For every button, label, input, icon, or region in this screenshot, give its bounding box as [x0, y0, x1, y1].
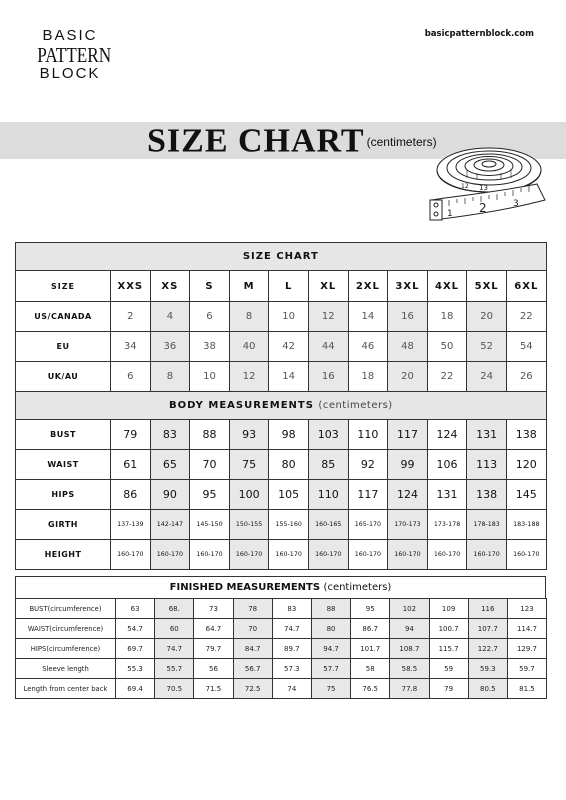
table-cell: 58: [351, 659, 390, 679]
table-cell: 80.5: [468, 679, 507, 699]
finished-row-sleeve: [16, 659, 547, 679]
table-cell: 70.5: [155, 679, 194, 699]
table-cell: 77.8: [390, 679, 429, 699]
table-cell: 113: [467, 450, 507, 480]
table-cell: 124: [388, 480, 428, 510]
size-cell: 3XL: [388, 271, 428, 302]
table-cell: 170-173: [388, 510, 428, 540]
table-cell: 145: [506, 480, 546, 510]
table-cell: 18: [427, 302, 467, 332]
finished-row-hips: [16, 639, 547, 659]
row-label: BUST: [16, 420, 111, 450]
table-cell: 55.3: [116, 659, 155, 679]
table-cell: 57.3: [272, 659, 311, 679]
conversion-row-eu: [16, 332, 547, 362]
size-chart-header-row: [16, 243, 547, 271]
table-cell: 72.5: [233, 679, 272, 699]
table-cell: 155-160: [269, 510, 309, 540]
table-cell: 20: [467, 302, 507, 332]
size-cell: 6XL: [506, 271, 546, 302]
table-cell: 36: [150, 332, 190, 362]
table-cell: 123: [507, 599, 546, 619]
table-cell: 100.7: [429, 619, 468, 639]
body-measurements-header: [16, 392, 547, 420]
svg-text:13: 13: [479, 184, 488, 192]
table-cell: 74.7: [155, 639, 194, 659]
svg-text:1: 1: [447, 209, 453, 219]
brand-logo: [30, 28, 110, 82]
finished-measurements-title: FINISHED MEASUREMENTS: [169, 582, 321, 593]
table-cell: 110: [348, 420, 388, 450]
table-cell: 16: [308, 362, 348, 392]
table-cell: 71.5: [194, 679, 233, 699]
table-cell: 79: [111, 420, 151, 450]
row-label: EU: [16, 332, 111, 362]
table-cell: 173-178: [427, 510, 467, 540]
table-cell: 74: [272, 679, 311, 699]
body-measurements-title: BODY MEASUREMENTS: [168, 400, 314, 411]
finished-row-length: [16, 679, 547, 699]
table-cell: 59: [429, 659, 468, 679]
table-cell: 138: [467, 480, 507, 510]
table-cell: 58.5: [390, 659, 429, 679]
body-row-girth: [16, 510, 547, 540]
table-cell: 4: [150, 302, 190, 332]
table-cell: 57.7: [311, 659, 350, 679]
table-cell: 83: [272, 599, 311, 619]
table-cell: 114.7: [507, 619, 546, 639]
finished-row-waist: [16, 619, 547, 639]
row-label: WAIST: [16, 450, 111, 480]
table-cell: 8: [229, 302, 269, 332]
table-cell: 22: [427, 362, 467, 392]
logo-line-pattern: PATTERN: [37, 43, 112, 67]
table-cell: 109: [429, 599, 468, 619]
table-cell: 14: [269, 362, 309, 392]
size-cell: 4XL: [427, 271, 467, 302]
logo-line-block: BLOCK: [39, 65, 101, 82]
table-cell: 93: [229, 420, 269, 450]
body-row-hips: [16, 480, 547, 510]
conversion-row-uk-au: [16, 362, 547, 392]
table-cell: 101.7: [351, 639, 390, 659]
svg-text:12: 12: [461, 183, 469, 190]
page-title: [147, 121, 437, 161]
size-cell: S: [190, 271, 230, 302]
table-cell: 84.7: [233, 639, 272, 659]
table-cell: 14: [348, 302, 388, 332]
table-cell: 122.7: [468, 639, 507, 659]
table-cell: 8: [150, 362, 190, 392]
table-cell: 73: [194, 599, 233, 619]
row-label: WAIST(circumference): [16, 619, 116, 639]
size-chart-header: SIZE CHART: [16, 243, 547, 271]
table-cell: 34: [111, 332, 151, 362]
table-cell: 80: [311, 619, 350, 639]
table-cell: 10: [269, 302, 309, 332]
table-cell: 110: [308, 480, 348, 510]
size-cell: XXS: [111, 271, 151, 302]
body-row-bust: [16, 420, 547, 450]
conversion-row-us-canada: [16, 302, 547, 332]
row-label: Sleeve length: [16, 659, 116, 679]
table-cell: 115.7: [429, 639, 468, 659]
table-cell: 59.7: [507, 659, 546, 679]
size-cell: 5XL: [467, 271, 507, 302]
row-label: US/CANADA: [16, 302, 111, 332]
body-measurements-header-row: [16, 392, 547, 420]
website-link[interactable]: basicpatternblock.com: [424, 29, 534, 39]
table-cell: 6: [190, 302, 230, 332]
finished-measurements-unit: (centimeters): [323, 582, 392, 593]
table-cell: 70: [190, 450, 230, 480]
table-cell: 160-170: [467, 540, 507, 570]
table-cell: 50: [427, 332, 467, 362]
svg-text:2: 2: [479, 201, 487, 215]
table-cell: 12: [229, 362, 269, 392]
finished-measurements-table: [15, 598, 547, 699]
table-cell: 138: [506, 420, 546, 450]
table-cell: 160-170: [427, 540, 467, 570]
body-row-height: [16, 540, 547, 570]
size-label: SIZE: [16, 271, 111, 302]
table-cell: 59.3: [468, 659, 507, 679]
table-cell: 102: [390, 599, 429, 619]
table-cell: 107.7: [468, 619, 507, 639]
size-cell: 2XL: [348, 271, 388, 302]
table-cell: 160-170: [150, 540, 190, 570]
table-cell: 160-170: [348, 540, 388, 570]
table-cell: 86: [111, 480, 151, 510]
table-cell: 75: [229, 450, 269, 480]
table-cell: 100: [229, 480, 269, 510]
row-label: HIPS: [16, 480, 111, 510]
row-label: Length from center back: [16, 679, 116, 699]
table-cell: 18: [348, 362, 388, 392]
table-cell: 178-183: [467, 510, 507, 540]
size-cell: M: [229, 271, 269, 302]
page-title-unit: (centimeters): [366, 134, 437, 149]
table-cell: 26: [506, 362, 546, 392]
table-cell: 94: [390, 619, 429, 639]
table-cell: 10: [190, 362, 230, 392]
table-cell: 78: [233, 599, 272, 619]
table-cell: 98: [269, 420, 309, 450]
table-cell: 131: [427, 480, 467, 510]
table-cell: 56.7: [233, 659, 272, 679]
table-cell: 24: [467, 362, 507, 392]
table-cell: 160-170: [269, 540, 309, 570]
table-cell: 145-150: [190, 510, 230, 540]
table-cell: 160-170: [229, 540, 269, 570]
table-cell: 92: [348, 450, 388, 480]
table-cell: 137-139: [111, 510, 151, 540]
table-cell: 16: [388, 302, 428, 332]
table-cell: 20: [388, 362, 428, 392]
table-cell: 90: [150, 480, 190, 510]
table-cell: 56: [194, 659, 233, 679]
table-cell: 150-155: [229, 510, 269, 540]
table-cell: 108.7: [390, 639, 429, 659]
row-label: HEIGHT: [16, 540, 111, 570]
table-cell: 46: [348, 332, 388, 362]
svg-text:3: 3: [513, 199, 519, 209]
table-cell: 160-170: [111, 540, 151, 570]
measuring-tape-icon: [427, 140, 553, 225]
table-cell: 86.7: [351, 619, 390, 639]
table-cell: 79.7: [194, 639, 233, 659]
size-row: [16, 271, 547, 302]
body-measurements-unit: (centimeters): [318, 400, 393, 411]
table-cell: 105: [269, 480, 309, 510]
table-cell: 61: [111, 450, 151, 480]
row-label: UK/AU: [16, 362, 111, 392]
table-cell: 74.7: [272, 619, 311, 639]
table-cell: 160-170: [190, 540, 230, 570]
logo-line-basic: BASIC: [42, 27, 98, 44]
table-cell: 124: [427, 420, 467, 450]
size-cell: XL: [308, 271, 348, 302]
table-cell: 75: [311, 679, 350, 699]
table-cell: 160-165: [308, 510, 348, 540]
table-cell: 117: [388, 420, 428, 450]
table-cell: 12: [308, 302, 348, 332]
table-cell: 68.: [155, 599, 194, 619]
table-cell: 88: [311, 599, 350, 619]
table-cell: 116: [468, 599, 507, 619]
row-label: HIPS(circumference): [16, 639, 116, 659]
table-cell: 70: [233, 619, 272, 639]
table-cell: 131: [467, 420, 507, 450]
table-cell: 95: [351, 599, 390, 619]
table-cell: 52: [467, 332, 507, 362]
table-cell: 85: [308, 450, 348, 480]
table-cell: 79: [429, 679, 468, 699]
finished-row-bust: [16, 599, 547, 619]
table-cell: 89.7: [272, 639, 311, 659]
size-chart-table: [15, 242, 547, 570]
table-cell: 69.7: [116, 639, 155, 659]
finished-measurements-header: [15, 576, 546, 599]
table-cell: 160-170: [308, 540, 348, 570]
table-cell: 142-147: [150, 510, 190, 540]
row-label: GIRTH: [16, 510, 111, 540]
table-cell: 60: [155, 619, 194, 639]
size-cell: L: [269, 271, 309, 302]
table-cell: 160-170: [388, 540, 428, 570]
table-cell: 69.4: [116, 679, 155, 699]
table-cell: 38: [190, 332, 230, 362]
table-cell: 22: [506, 302, 546, 332]
table-cell: 129.7: [507, 639, 546, 659]
table-cell: 120: [506, 450, 546, 480]
table-cell: 99: [388, 450, 428, 480]
table-cell: 160-170: [506, 540, 546, 570]
table-cell: 88: [190, 420, 230, 450]
page-title-main: SIZE CHART: [147, 122, 365, 160]
table-cell: 76.5: [351, 679, 390, 699]
table-cell: 48: [388, 332, 428, 362]
table-cell: 183-188: [506, 510, 546, 540]
table-cell: 63: [116, 599, 155, 619]
table-cell: 81.5: [507, 679, 546, 699]
table-cell: 42: [269, 332, 309, 362]
table-cell: 65: [150, 450, 190, 480]
table-cell: 83: [150, 420, 190, 450]
table-cell: 117: [348, 480, 388, 510]
table-cell: 103: [308, 420, 348, 450]
row-label: BUST(circumference): [16, 599, 116, 619]
table-cell: 94.7: [311, 639, 350, 659]
body-row-waist: [16, 450, 547, 480]
table-cell: 44: [308, 332, 348, 362]
table-cell: 54.7: [116, 619, 155, 639]
table-cell: 54: [506, 332, 546, 362]
size-cell: XS: [150, 271, 190, 302]
table-cell: 6: [111, 362, 151, 392]
table-cell: 55.7: [155, 659, 194, 679]
table-cell: 95: [190, 480, 230, 510]
table-cell: 106: [427, 450, 467, 480]
table-cell: 165-170: [348, 510, 388, 540]
table-cell: 40: [229, 332, 269, 362]
table-cell: 64.7: [194, 619, 233, 639]
table-cell: 2: [111, 302, 151, 332]
table-cell: 80: [269, 450, 309, 480]
